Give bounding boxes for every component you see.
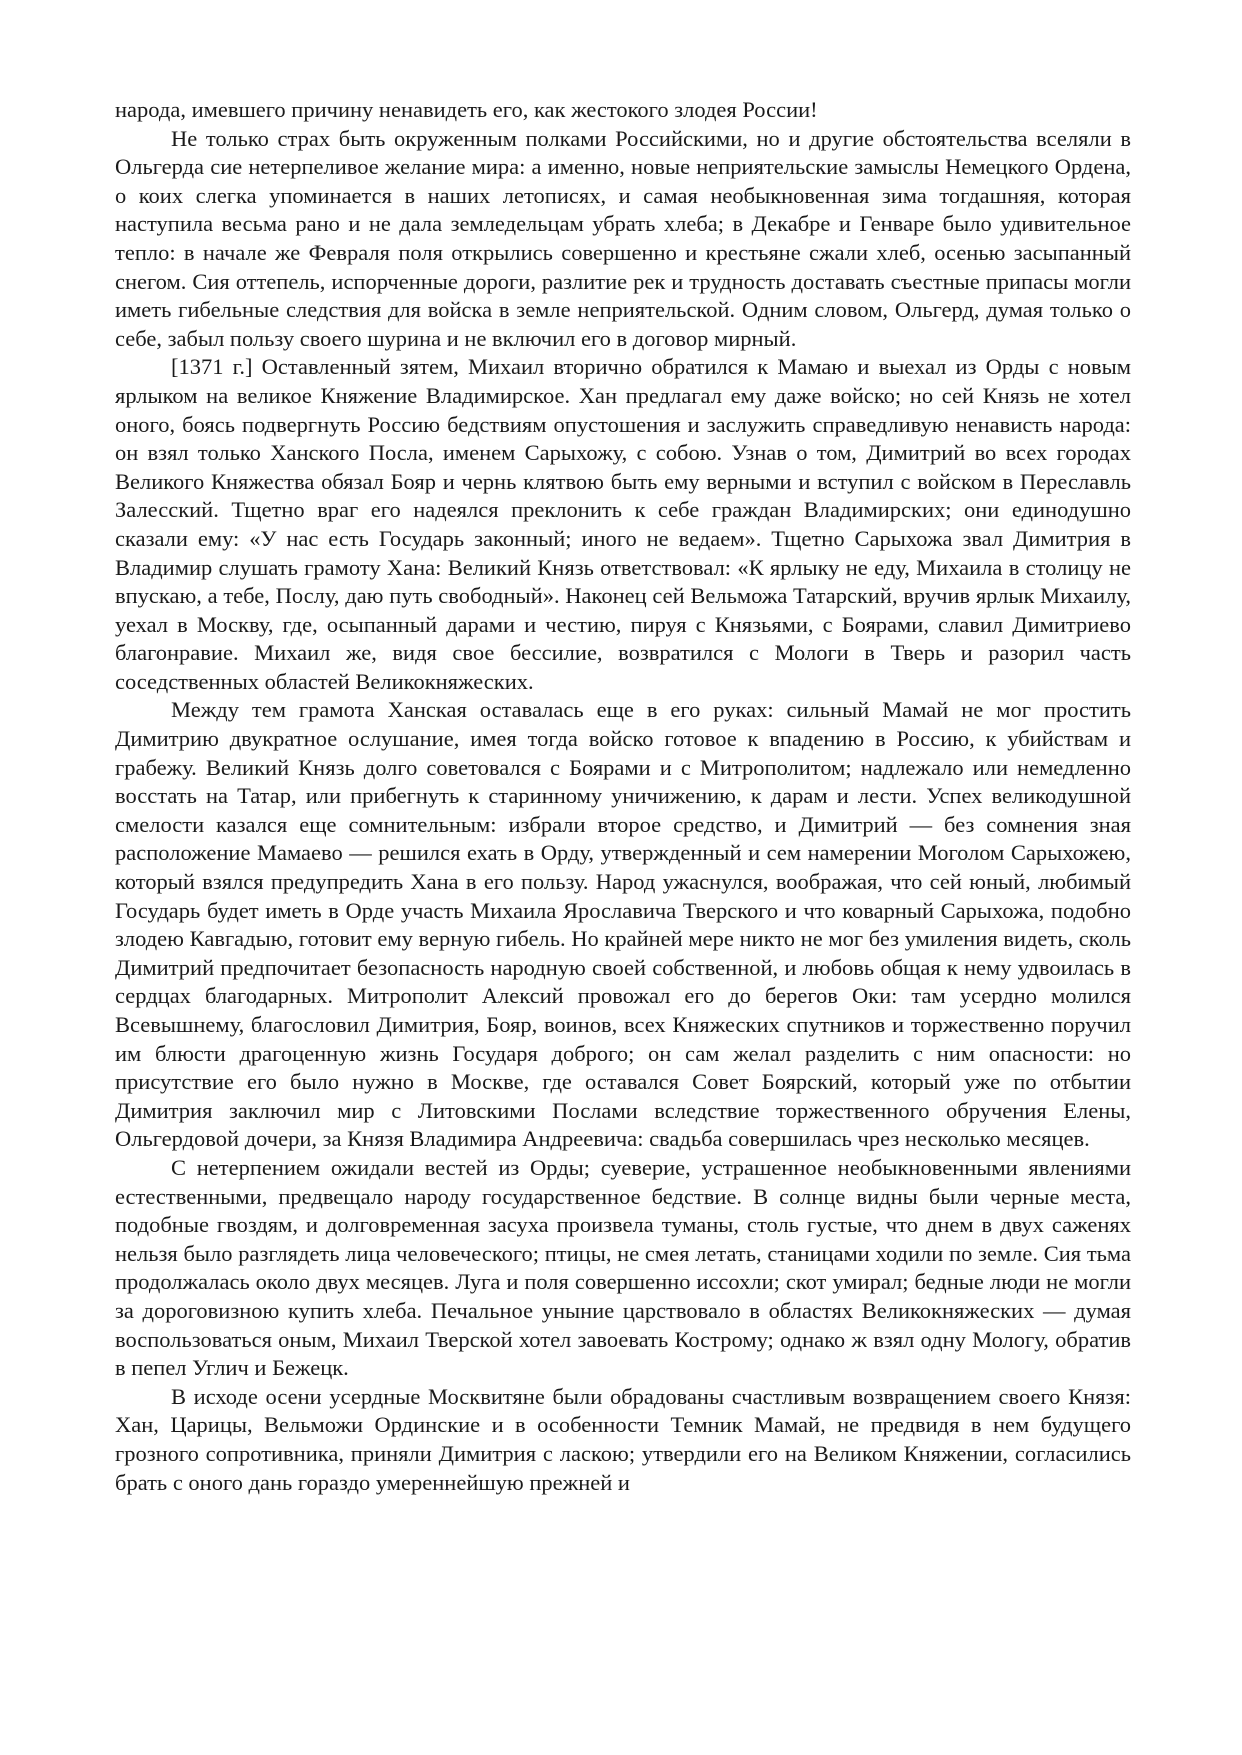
paragraph-5: С нетерпением ожидали вестей из Орды; суеверие, устрашенное необыкновенными явлениями естественными, предвещало народу государственное бедствие. В солнце видны были черные места, подобные гвоздям, и долговременная засуха произвела туманы, столь густые, что днем в двух саженях нельзя было разглядеть лица человеческого; птицы, не смея летать, станицами ходили по земле. Сия тьма продолжалась около двух месяцев. Луга и поля совершенно иссохли; скот умирал; бедные люди не могли за дороговизною купить хлеба. Печальное уныние царствовало в областях Великокняжеских — думая воспользоваться оным, Михаил Тверской хотел завоевать Кострому; однако ж взял одну Мологу, обратив в пепел Углич и Бежецк. [115,1154,1131,1381]
paragraph-6: В исходе осени усердные Москвитяне были обрадованы счастливым возвращением своего Князя: Хан, Царицы, Вельможи Ординские и в особенности Темник Мамай, не предвидя в нем будущего грозного сопротивника, приняли Димитрия с ласкою; утвердили его на Великом Княжении, согласились брать с оного дань гораздо умереннейшую прежней и [115,1383,1131,1495]
document-page [115,96,1131,1497]
paragraph-2: Не только страх быть окруженным полками Российскими, но и другие обстоятельства вселяли в Ольгерда сие нетерпеливое желание мира: а именно, новые неприятельские замыслы Немецкого Ордена, о коих слегка упоминается в наших летописях, и самая необыкновенная зима тогдашняя, которая наступила весьма рано и не дала земледельцам убрать хлеба; в Декабре и Генваре было удивительное тепло: в начале же Февраля поля открылись совершенно и крестьяне сжали хлеб, осенью засыпанный снегом. Сия оттепель, испорченные дороги, разлитие рек и трудность доставать съестные припасы могли иметь гибельные следствия для войска в земле неприятельской. Одним словом, Ольгерд, думая только о себе, забыл пользу своего шурина и не включил его в договор мирный. [115,125,1131,351]
paragraph-1: народа, имевшего причину ненавидеть его, как жестокого злодея России! [115,97,818,122]
paragraph-3: [1371 г.] Оставленный зятем, Михаил вторично обратился к Мамаю и выехал из Орды с новым ярлыком на великое Княжение Владимирское. Хан предлагал ему даже войско; но сей Князь не хотел оного, боясь подвергнуть Россию бедствиям опустошения и заслужить справедливую ненависть народа: он взял только Ханского Посла, именем Сарыхожу, с собою. Узнав о том, Димитрий во всех городах Великого Княжества обязал Бояр и чернь клятвою быть ему верными и вступил с войском в Переславль Залесский. Тщетно враг его надеялся преклонить к себе граждан Владимирских; они единодушно сказали ему: «У нас есть Государь законный; иного не ведаем». Тщетно Сарыхожа звал Димитрия в Владимир слушать грамоту Хана: Великий Князь ответствовал: «К ярлыку не еду, Михаила в столицу не впускаю, а тебе, Послу, даю путь свободный». Наконец сей Вельможа Татарский, вручив ярлык Михаилу, уехал в Москву, где, осыпанный дарами и честию, пируя с Князьями, с Боярами, славил Димитриево благонравие. Михаил же, видя свое бессилие, возвратился с Мологи в Тверь и разорил часть соседственных областей Великокняжеских. [115,354,1131,694]
paragraph-4: Между тем грамота Ханская оставалась еще в его руках: сильный Мамай не мог простить Димитрию двукратное ослушание, имея тогда войско готовое к впадению в Россию, к убийствам и грабежу. Великий Князь долго советовался с Боярами и с Митрополитом; надлежало или немедленно восстать на Татар, или прибегнуть к старинному уничижению, к дарам и лести. Успех великодушной смелости казался еще сомнительным: избрали второе средство, и Димитрий — без сомнения зная расположение Мамаево — решился ехать в Орду, утвержденный и сем намерении Моголом Сарыхожею, который взялся предупредить Хана в его пользу. Народ ужаснулся, воображая, что сей юный, любимый Государь будет иметь в Орде участь Михаила Ярославича Тверского и что коварный Сарыхожа, подобно злодею Кавгадыю, готовит ему верную гибель. Но крайней мере никто не мог без умиления видеть, сколь Димитрий предпочитает безопасность народную своей собственной, и любовь общая к нему удвоилась в сердцах благодарных. Митрополит Алексий провожал его до берегов Оки: там усердно молился Всевышнему, благословил Димитрия, Бояр, воинов, всех Княжеских спутников и торжественно поручил им блюсти драгоценную жизнь Государя доброго; он сам желал разделить с ним опасности: но присутствие его было нужно в Москве, где оставался Совет Боярский, который уже по отбытии Димитрия заключил мир с Литовскими Послами вследствие торжественного обручения Елены, Ольгердовой дочери, за Князя Владимира Андреевича: свадьба совершилась чрез несколько месяцев. [115,697,1131,1152]
